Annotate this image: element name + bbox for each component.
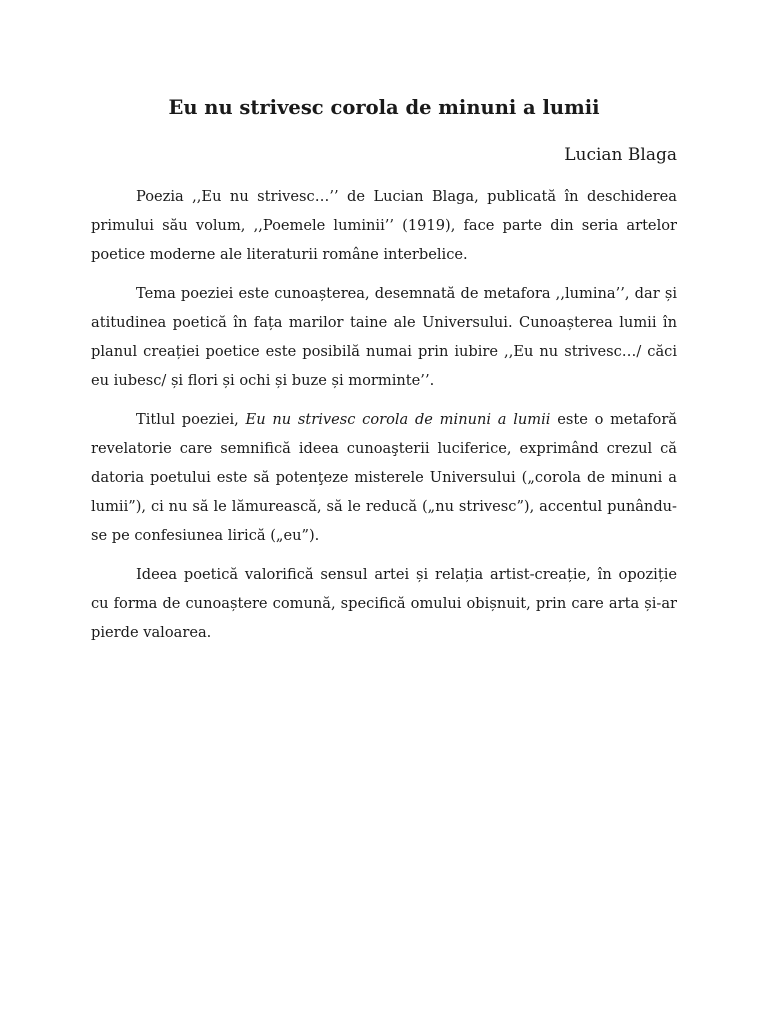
paragraph-intro: Poezia ,,Eu nu strivesc…’’ de Lucian Blaga, publicată în deschiderea primului său volum, ,,Poemele luminii’’ (1919), face parte din seria artelor poetice moderne ale literaturii române interbelice. bbox=[91, 188, 677, 263]
paragraph-idea: Ideea poetică valorifică sensul artei și relația artist-creație, în opoziție cu forma de cunoaștere comună, specifică omului obișnuit, prin care arta și-ar pierde valoarea. bbox=[91, 566, 677, 641]
document-author: Lucian Blaga bbox=[564, 145, 677, 165]
paragraph-theme: Tema poeziei este cunoașterea, desemnată de metafora ,,lumina’’, dar și atitudinea poetică în fața marilor taine ale Universului. Cunoașterea lumii în planul creației poetice este posibilă numai prin iubire ,,Eu nu strivesc…/ căci eu iubesc/ și flori și ochi și buze și morminte’’. bbox=[91, 285, 677, 389]
paragraph-title-after: este o metaforă revelatorie care semnifică ideea cunoaşterii luciferice, exprimând crezul că datoria poetului este să potenţeze misterele Universului („corola de minuni a lumii”), ci nu să le lămurească, să le reducă („nu strivesc”), accentul punându-se pe confesiunea lirică („eu”). bbox=[91, 411, 677, 544]
paragraph-title-analysis bbox=[91, 405, 677, 550]
document-body bbox=[91, 182, 677, 657]
paragraph-title-before: Titlul poeziei, bbox=[136, 411, 246, 428]
document-title: Eu nu strivesc corola de minuni a lumii bbox=[168, 96, 600, 119]
poem-title-italic: Eu nu strivesc corola de minuni a lumii bbox=[245, 411, 551, 428]
